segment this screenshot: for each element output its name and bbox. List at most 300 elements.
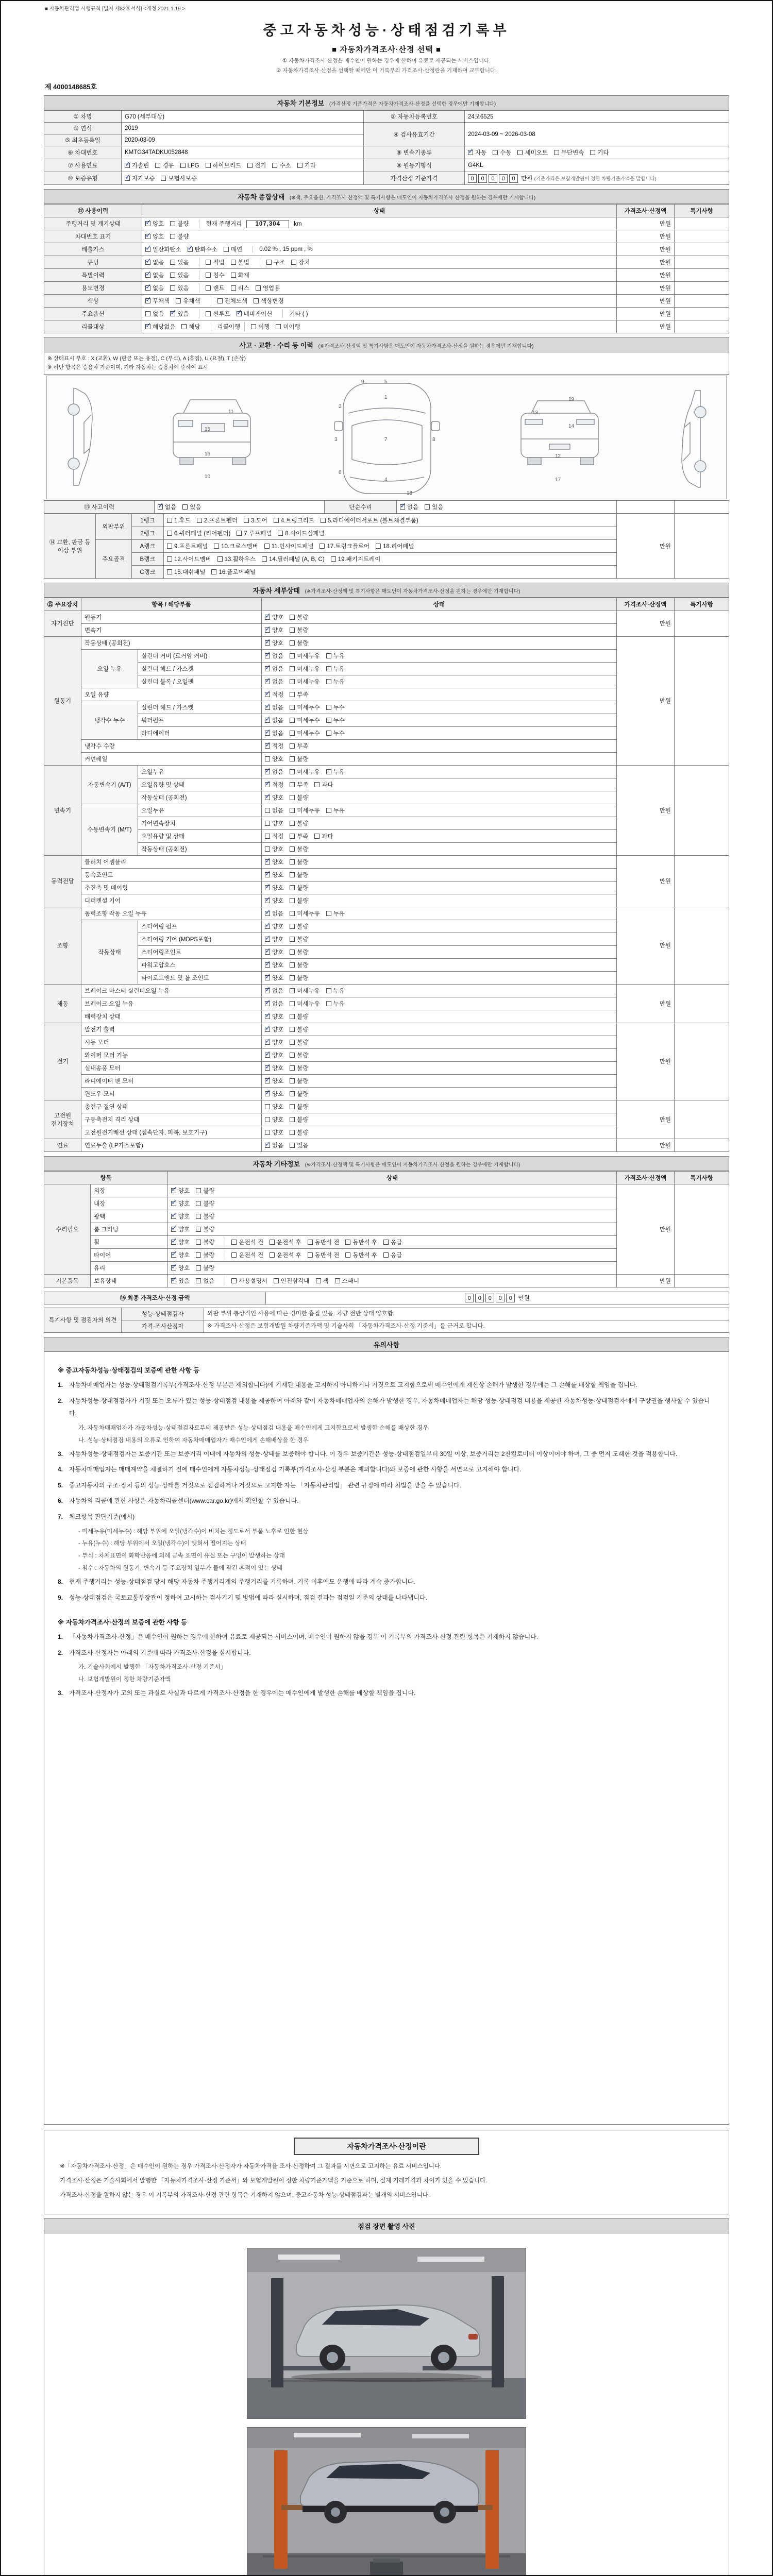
checkbox-option[interactable] — [125, 174, 155, 182]
checkbox-option[interactable] — [265, 652, 283, 660]
checkbox-option[interactable] — [265, 1128, 283, 1137]
checkbox-icon[interactable] — [290, 743, 295, 749]
checkbox-icon[interactable] — [176, 298, 181, 303]
checkbox-icon[interactable] — [290, 615, 295, 620]
checkbox-icon[interactable] — [308, 1252, 313, 1258]
checkbox-icon[interactable] — [145, 234, 150, 239]
checkbox-option[interactable] — [196, 1264, 214, 1272]
checkbox-option[interactable] — [266, 258, 285, 266]
checkbox-icon[interactable] — [290, 1078, 295, 1083]
checkbox-icon[interactable] — [196, 1265, 201, 1270]
checkbox-option[interactable] — [291, 258, 310, 266]
checkbox-option[interactable] — [265, 639, 283, 647]
checkbox-icon[interactable] — [278, 531, 283, 536]
checkbox-icon[interactable] — [308, 1240, 313, 1245]
checkbox-icon[interactable] — [274, 518, 279, 523]
checkbox-option[interactable] — [196, 1212, 214, 1221]
checkbox-option[interactable] — [125, 161, 149, 170]
checkbox-icon[interactable] — [290, 718, 295, 723]
checkbox-option[interactable] — [247, 161, 266, 170]
checkbox-icon[interactable] — [265, 769, 270, 774]
checkbox-option[interactable] — [265, 665, 283, 673]
checkbox-option[interactable] — [206, 310, 230, 318]
checkbox-icon[interactable] — [290, 628, 295, 633]
checkbox-icon[interactable] — [262, 556, 267, 562]
checkbox-icon[interactable] — [171, 1240, 176, 1245]
checkbox-icon[interactable] — [265, 1065, 270, 1071]
checkbox-icon[interactable] — [182, 504, 188, 510]
checkbox-option[interactable] — [254, 297, 283, 305]
checkbox-option[interactable] — [290, 677, 320, 686]
checkbox-icon[interactable] — [321, 518, 326, 523]
checkbox-icon[interactable] — [265, 679, 270, 684]
checkbox-icon[interactable] — [170, 285, 175, 291]
checkbox-option[interactable] — [290, 729, 320, 737]
checkbox-option[interactable] — [265, 922, 283, 930]
checkbox-icon[interactable] — [171, 1201, 176, 1206]
checkbox-option[interactable] — [182, 503, 201, 511]
checkbox-icon[interactable] — [290, 1130, 295, 1135]
checkbox-option[interactable] — [265, 1012, 283, 1021]
checkbox-icon[interactable] — [290, 898, 295, 903]
checkbox-icon[interactable] — [590, 150, 595, 155]
checkbox-icon[interactable] — [290, 962, 295, 968]
checkbox-icon[interactable] — [316, 1278, 321, 1283]
checkbox-option[interactable] — [167, 555, 211, 563]
checkbox-option[interactable] — [290, 781, 308, 789]
checkbox-option[interactable] — [206, 271, 224, 279]
checkbox-option[interactable] — [158, 503, 176, 511]
checkbox-icon[interactable] — [290, 1027, 295, 1032]
checkbox-option[interactable] — [167, 542, 208, 550]
checkbox-option[interactable] — [171, 1225, 190, 1233]
checkbox-icon[interactable] — [290, 1001, 295, 1006]
checkbox-option[interactable] — [265, 1141, 283, 1149]
checkbox-icon[interactable] — [231, 1252, 237, 1258]
checkbox-option[interactable] — [145, 258, 164, 266]
checkbox-option[interactable] — [265, 742, 283, 750]
checkbox-icon[interactable] — [290, 808, 295, 813]
checkbox-option[interactable] — [196, 1238, 214, 1246]
checkbox-icon[interactable] — [167, 531, 172, 536]
checkbox-icon[interactable] — [290, 1117, 295, 1122]
checkbox-icon[interactable] — [290, 679, 295, 684]
checkbox-option[interactable] — [290, 909, 320, 918]
checkbox-icon[interactable] — [290, 756, 295, 761]
checkbox-icon[interactable] — [145, 311, 150, 316]
checkbox-option[interactable] — [231, 1238, 263, 1246]
checkbox-option[interactable] — [290, 665, 320, 673]
checkbox-option[interactable] — [145, 271, 164, 279]
checkbox-icon[interactable] — [196, 1240, 201, 1245]
checkbox-option[interactable] — [290, 1103, 308, 1111]
checkbox-icon[interactable] — [326, 718, 331, 723]
checkbox-option[interactable] — [171, 1264, 190, 1272]
checkbox-icon[interactable] — [290, 666, 295, 671]
checkbox-icon[interactable] — [345, 1240, 350, 1245]
checkbox-icon[interactable] — [376, 544, 381, 549]
checkbox-icon[interactable] — [231, 1240, 237, 1245]
checkbox-icon[interactable] — [196, 1188, 201, 1193]
checkbox-option[interactable] — [265, 677, 283, 686]
checkbox-icon[interactable] — [125, 176, 130, 181]
checkbox-icon[interactable] — [326, 911, 331, 916]
checkbox-icon[interactable] — [265, 795, 270, 800]
checkbox-icon[interactable] — [265, 962, 270, 968]
checkbox-option[interactable] — [326, 677, 345, 686]
checkbox-icon[interactable] — [320, 544, 325, 549]
checkbox-option[interactable] — [383, 1251, 402, 1259]
checkbox-option[interactable] — [265, 1090, 283, 1098]
checkbox-icon[interactable] — [326, 666, 331, 671]
checkbox-icon[interactable] — [196, 1214, 201, 1219]
checkbox-icon[interactable] — [231, 260, 236, 265]
checkbox-option[interactable] — [265, 819, 283, 827]
checkbox-option[interactable] — [297, 161, 316, 170]
checkbox-icon[interactable] — [265, 628, 270, 633]
checkbox-icon[interactable] — [326, 705, 331, 710]
checkbox-option[interactable] — [265, 781, 283, 789]
checkbox-option[interactable] — [274, 516, 314, 524]
checkbox-option[interactable] — [180, 163, 199, 169]
checkbox-option[interactable] — [265, 1064, 283, 1072]
checkbox-icon[interactable] — [265, 821, 270, 826]
checkbox-option[interactable] — [290, 793, 308, 802]
checkbox-option[interactable] — [290, 806, 320, 815]
checkbox-option[interactable] — [231, 258, 249, 266]
checkbox-icon[interactable] — [171, 1214, 176, 1219]
checkbox-option[interactable] — [290, 703, 320, 711]
checkbox-icon[interactable] — [265, 743, 270, 749]
checkbox-icon[interactable] — [265, 1040, 270, 1045]
checkbox-option[interactable] — [145, 284, 164, 292]
checkbox-option[interactable] — [167, 529, 230, 537]
checkbox-icon[interactable] — [125, 163, 130, 168]
checkbox-option[interactable] — [206, 161, 242, 170]
checkbox-icon[interactable] — [326, 769, 331, 774]
checkbox-icon[interactable] — [290, 640, 295, 646]
checkbox-icon[interactable] — [383, 1240, 389, 1245]
checkbox-icon[interactable] — [290, 988, 295, 993]
checkbox-option[interactable] — [272, 161, 291, 170]
checkbox-option[interactable] — [335, 1277, 359, 1285]
checkbox-option[interactable] — [326, 999, 345, 1008]
checkbox-option[interactable] — [290, 1128, 308, 1137]
checkbox-icon[interactable] — [206, 260, 211, 265]
checkbox-option[interactable] — [290, 755, 308, 763]
checkbox-icon[interactable] — [265, 937, 270, 942]
checkbox-icon[interactable] — [167, 556, 172, 562]
checkbox-option[interactable] — [290, 716, 320, 724]
checkbox-option[interactable] — [171, 1212, 190, 1221]
checkbox-icon[interactable] — [265, 885, 270, 890]
checkbox-option[interactable] — [155, 161, 174, 170]
checkbox-icon[interactable] — [345, 1252, 350, 1258]
checkbox-option[interactable] — [170, 284, 189, 292]
checkbox-icon[interactable] — [265, 666, 270, 671]
checkbox-icon[interactable] — [383, 1252, 389, 1258]
checkbox-option[interactable] — [265, 1051, 283, 1059]
checkbox-option[interactable] — [290, 639, 308, 647]
checkbox-icon[interactable] — [206, 163, 211, 168]
checkbox-icon[interactable] — [290, 846, 295, 852]
checkbox-option[interactable] — [171, 1238, 190, 1246]
checkbox-option[interactable] — [145, 297, 170, 305]
checkbox-option[interactable] — [290, 626, 308, 634]
checkbox-option[interactable] — [265, 626, 283, 634]
checkbox-icon[interactable] — [335, 1278, 340, 1283]
checkbox-option[interactable] — [290, 845, 308, 853]
checkbox-icon[interactable] — [145, 285, 150, 291]
checkbox-option[interactable] — [517, 148, 547, 157]
checkbox-option[interactable] — [290, 935, 308, 943]
checkbox-option[interactable] — [214, 542, 258, 550]
checkbox-option[interactable] — [270, 1238, 301, 1246]
checkbox-option[interactable] — [290, 1051, 308, 1059]
checkbox-option[interactable] — [265, 987, 283, 995]
checkbox-icon[interactable] — [290, 731, 295, 736]
checkbox-option[interactable] — [400, 503, 418, 511]
checkbox-option[interactable] — [331, 555, 381, 563]
checkbox-icon[interactable] — [265, 756, 270, 761]
checkbox-option[interactable] — [265, 729, 283, 737]
checkbox-option[interactable] — [326, 987, 345, 995]
checkbox-icon[interactable] — [265, 834, 270, 839]
checkbox-option[interactable] — [265, 948, 283, 956]
checkbox-icon[interactable] — [214, 544, 219, 549]
checkbox-option[interactable] — [265, 793, 283, 802]
checkbox-option[interactable] — [217, 297, 247, 305]
checkbox-icon[interactable] — [265, 1117, 270, 1122]
checkbox-option[interactable] — [265, 858, 283, 866]
checkbox-icon[interactable] — [265, 705, 270, 710]
checkbox-icon[interactable] — [265, 911, 270, 916]
checkbox-option[interactable] — [265, 961, 283, 969]
checkbox-icon[interactable] — [224, 247, 229, 252]
checkbox-option[interactable] — [290, 1025, 308, 1033]
checkbox-option[interactable] — [170, 219, 189, 228]
checkbox-option[interactable] — [196, 1187, 214, 1195]
checkbox-option[interactable] — [383, 1238, 402, 1246]
checkbox-option[interactable] — [265, 999, 283, 1008]
checkbox-option[interactable] — [211, 568, 256, 576]
checkbox-icon[interactable] — [290, 1040, 295, 1045]
checkbox-icon[interactable] — [206, 273, 211, 278]
checkbox-icon[interactable] — [196, 1227, 201, 1232]
checkbox-icon[interactable] — [326, 679, 331, 684]
checkbox-option[interactable] — [145, 323, 175, 331]
checkbox-icon[interactable] — [265, 950, 270, 955]
checkbox-option[interactable] — [290, 999, 320, 1008]
checkbox-option[interactable] — [265, 768, 283, 776]
checkbox-option[interactable] — [376, 542, 414, 550]
checkbox-option[interactable] — [326, 909, 345, 918]
checkbox-icon[interactable] — [244, 518, 249, 523]
checkbox-icon[interactable] — [196, 1278, 201, 1283]
checkbox-option[interactable] — [308, 1238, 340, 1246]
checkbox-icon[interactable] — [247, 163, 253, 168]
checkbox-option[interactable] — [171, 1277, 190, 1285]
checkbox-option[interactable] — [326, 806, 345, 815]
checkbox-option[interactable] — [290, 1115, 308, 1124]
checkbox-icon[interactable] — [290, 795, 295, 800]
checkbox-icon[interactable] — [265, 1027, 270, 1032]
checkbox-option[interactable] — [167, 516, 191, 524]
checkbox-icon[interactable] — [290, 653, 295, 658]
checkbox-icon[interactable] — [265, 859, 270, 865]
checkbox-option[interactable] — [265, 832, 283, 840]
checkbox-option[interactable] — [265, 716, 283, 724]
checkbox-option[interactable] — [290, 974, 308, 982]
checkbox-option[interactable] — [145, 219, 164, 228]
checkbox-option[interactable] — [197, 516, 238, 524]
checkbox-option[interactable] — [231, 1251, 263, 1259]
checkbox-option[interactable] — [265, 703, 283, 711]
checkbox-option[interactable] — [290, 871, 308, 879]
checkbox-option[interactable] — [320, 542, 369, 550]
checkbox-icon[interactable] — [188, 247, 193, 252]
checkbox-icon[interactable] — [170, 260, 175, 265]
checkbox-icon[interactable] — [290, 834, 295, 839]
checkbox-option[interactable] — [264, 542, 314, 550]
checkbox-option[interactable] — [493, 148, 511, 157]
checkbox-icon[interactable] — [170, 311, 175, 316]
checkbox-option[interactable] — [290, 690, 308, 699]
checkbox-option[interactable] — [170, 310, 189, 318]
checkbox-icon[interactable] — [145, 298, 150, 303]
checkbox-option[interactable] — [231, 1277, 267, 1285]
checkbox-option[interactable] — [171, 1251, 190, 1259]
checkbox-icon[interactable] — [265, 1014, 270, 1019]
checkbox-icon[interactable] — [265, 615, 270, 620]
checkbox-option[interactable] — [290, 832, 308, 840]
checkbox-icon[interactable] — [272, 163, 277, 168]
checkbox-icon[interactable] — [290, 769, 295, 774]
checkbox-icon[interactable] — [196, 1252, 201, 1258]
checkbox-icon[interactable] — [291, 260, 296, 265]
checkbox-option[interactable] — [196, 1225, 214, 1233]
checkbox-option[interactable] — [270, 1251, 301, 1259]
checkbox-option[interactable] — [314, 781, 333, 789]
checkbox-option[interactable] — [290, 819, 308, 827]
checkbox-icon[interactable] — [265, 872, 270, 877]
checkbox-option[interactable] — [326, 652, 345, 660]
checkbox-option[interactable] — [171, 1187, 190, 1195]
checkbox-icon[interactable] — [265, 1143, 270, 1148]
checkbox-option[interactable] — [181, 323, 200, 331]
checkbox-option[interactable] — [316, 1277, 329, 1285]
checkbox-option[interactable] — [176, 297, 200, 305]
checkbox-icon[interactable] — [290, 821, 295, 826]
checkbox-option[interactable] — [290, 896, 308, 905]
checkbox-icon[interactable] — [251, 324, 256, 329]
checkbox-icon[interactable] — [167, 544, 172, 549]
checkbox-option[interactable] — [290, 961, 308, 969]
checkbox-option[interactable] — [314, 832, 333, 840]
checkbox-option[interactable] — [265, 896, 283, 905]
checkbox-icon[interactable] — [145, 260, 150, 265]
checkbox-icon[interactable] — [265, 782, 270, 787]
checkbox-option[interactable] — [231, 284, 249, 292]
checkbox-icon[interactable] — [493, 150, 498, 155]
checkbox-option[interactable] — [276, 323, 300, 331]
checkbox-icon[interactable] — [254, 298, 259, 303]
checkbox-icon[interactable] — [517, 150, 523, 155]
checkbox-option[interactable] — [170, 258, 189, 266]
checkbox-icon[interactable] — [231, 285, 236, 291]
checkbox-icon[interactable] — [171, 1278, 176, 1283]
checkbox-icon[interactable] — [197, 518, 202, 523]
checkbox-option[interactable] — [206, 258, 224, 266]
checkbox-option[interactable] — [290, 613, 308, 621]
checkbox-option[interactable] — [256, 284, 280, 292]
checkbox-icon[interactable] — [145, 247, 150, 252]
checkbox-icon[interactable] — [290, 692, 295, 697]
checkbox-option[interactable] — [251, 323, 270, 331]
checkbox-option[interactable] — [290, 1064, 308, 1072]
checkbox-icon[interactable] — [237, 531, 242, 536]
checkbox-icon[interactable] — [171, 1265, 176, 1270]
checkbox-icon[interactable] — [290, 1014, 295, 1019]
checkbox-icon[interactable] — [326, 653, 331, 658]
checkbox-icon[interactable] — [145, 273, 150, 278]
checkbox-option[interactable] — [278, 529, 324, 537]
checkbox-icon[interactable] — [265, 1130, 270, 1135]
checkbox-icon[interactable] — [265, 640, 270, 646]
checkbox-option[interactable] — [217, 555, 256, 563]
checkbox-icon[interactable] — [425, 504, 430, 510]
checkbox-option[interactable] — [196, 1251, 214, 1259]
checkbox-option[interactable] — [161, 174, 197, 182]
checkbox-icon[interactable] — [290, 885, 295, 890]
checkbox-icon[interactable] — [217, 556, 223, 562]
checkbox-icon[interactable] — [167, 518, 172, 523]
checkbox-option[interactable] — [290, 1090, 308, 1098]
checkbox-icon[interactable] — [217, 298, 223, 303]
checkbox-icon[interactable] — [231, 273, 236, 278]
checkbox-option[interactable] — [265, 690, 283, 699]
checkbox-option[interactable] — [345, 1238, 377, 1246]
checkbox-option[interactable] — [167, 568, 205, 576]
checkbox-icon[interactable] — [290, 1053, 295, 1058]
checkbox-icon[interactable] — [265, 692, 270, 697]
checkbox-icon[interactable] — [274, 1278, 279, 1283]
checkbox-option[interactable] — [290, 652, 320, 660]
checkbox-icon[interactable] — [290, 872, 295, 877]
checkbox-option[interactable] — [265, 1115, 283, 1124]
checkbox-icon[interactable] — [167, 569, 172, 574]
checkbox-icon[interactable] — [196, 1201, 201, 1206]
checkbox-icon[interactable] — [331, 556, 336, 562]
checkbox-option[interactable] — [206, 284, 224, 292]
checkbox-icon[interactable] — [211, 569, 216, 574]
checkbox-option[interactable] — [345, 1251, 377, 1259]
checkbox-option[interactable] — [290, 1141, 308, 1149]
checkbox-icon[interactable] — [155, 163, 160, 168]
checkbox-option[interactable] — [265, 935, 283, 943]
checkbox-icon[interactable] — [265, 988, 270, 993]
checkbox-option[interactable] — [265, 806, 283, 815]
checkbox-icon[interactable] — [237, 311, 242, 316]
checkbox-option[interactable] — [145, 310, 164, 318]
checkbox-option[interactable] — [265, 884, 283, 892]
checkbox-option[interactable] — [237, 310, 273, 318]
checkbox-icon[interactable] — [145, 221, 150, 226]
checkbox-option[interactable] — [196, 1277, 214, 1285]
checkbox-icon[interactable] — [326, 988, 331, 993]
checkbox-icon[interactable] — [181, 324, 187, 329]
checkbox-icon[interactable] — [170, 221, 175, 226]
